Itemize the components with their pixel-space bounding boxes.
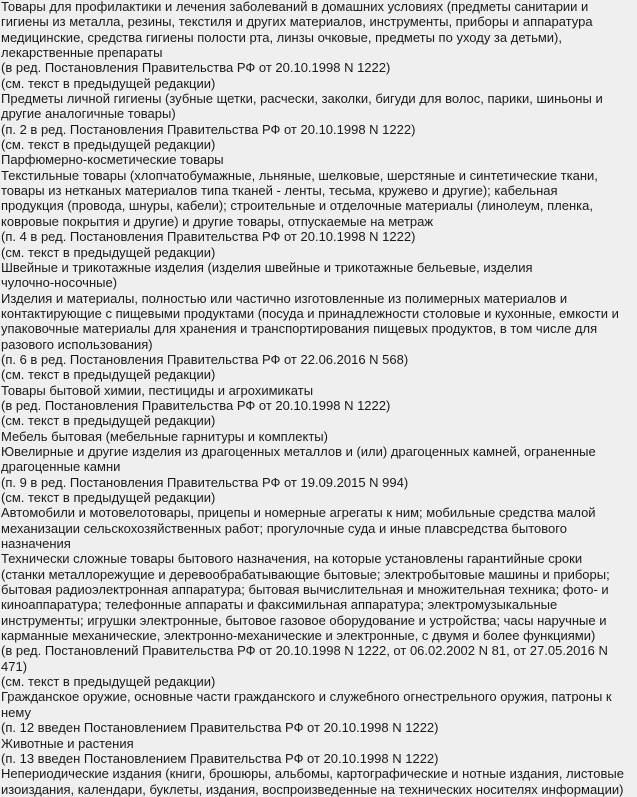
edition-note: (п. 6 в ред. Постановления Правительства РФ от 22.06.2016 N 568) [1,351,409,367]
text-line: Изделия и материалы, полностью или частично изготовленные из полимерных материалов и [1,290,568,306]
text-line: чулочно-носочные) [1,275,118,291]
text-line: Ювелирные и другие изделия из драгоценных металлов и (или) драгоценных камней, ограненные [1,443,596,459]
previous-edition-link[interactable]: (см. текст в предыдущей редакции) [1,75,216,91]
text-line: Гражданское оружие, основные части гражданского и служебного огнестрельного оружия, патроны к [1,689,612,705]
text-line: медицинские, средства гигиены полости рта, линзы очковые, предметы по уходу за детьми), [1,29,562,45]
text-line: назначения [1,536,71,552]
previous-edition-link[interactable]: (см. текст в предыдущей редакции) [1,490,216,505]
text-line: Товары для профилактики и лечения заболеваний в домашних условиях (предметы санитарии и [1,0,589,14]
text-line: Парфюмерно-косметические товары [1,152,224,168]
text-line: инструменты; игрушки электронные, бытовое газовое оборудование и устройства; часы наручные и [1,612,607,628]
text-line: гигиены из металла, резины, текстиля и других материалов, инструменты, приборы и аппаратура [1,14,593,30]
text-line: Мебель бытовая (мебельные гарнитуры и комплекты) [1,428,328,444]
text-line: лекарственные препараты [1,45,163,61]
edition-note: (в ред. Постановления Правительства РФ от 20.10.1998 N 1222) [1,397,391,413]
previous-edition-link[interactable]: (см. текст в предыдущей редакции) [1,244,216,260]
text-line: Непериодические издания (книги, брошюры, альбомы, картографические и нотные издания, листовые [1,766,624,782]
text-line: (станки металлорежущие и деревообрабатывающие бытовые; электробытовые машины и приборы; [1,566,610,582]
text-line: ковровые покрытия и другие) и другие товары, отпускаемые на метраж [1,213,434,229]
text-line: карманные механические, электронно-механические и электронные, с двумя и более функциями) [1,628,596,644]
previous-edition-link[interactable]: (см. текст в предыдущей редакции) [1,674,216,690]
text-line: механизации сельскохозяйственных работ; прогулочные суда и иные плавсредства бытового [1,520,567,536]
text-line: Швейные и трикотажные изделия (изделия швейные и трикотажные бельевые, изделия [1,259,533,275]
text-line: Текстильные товары (хлопчатобумажные, льняные, шелковые, шерстяные и синтетические ткани, [1,167,598,183]
text-line: нему [1,704,31,720]
text-line: другие аналогичные товары) [1,106,176,122]
text-line: изоиздания, календари, буклеты, издания, воспроизведенные на технических носителях информации) [1,781,624,797]
edition-note: (п. 4 в ред. Постановления Правительства РФ от 20.10.1998 N 1222) [1,229,416,245]
text-line: киноаппаратура; телефонные аппараты и факсимильная аппаратура; электромузыкальные [1,597,558,613]
text-line: упаковочные материалы для хранения и транспортирования пищевых продуктов, в том числе для [1,321,598,337]
text-line: контактирующие с пищевыми продуктами (посуда и принадлежности столовые и кухонные, емкости и [1,305,619,321]
edition-note: (в ред. Постановлений Правительства РФ от 20.10.1998 N 1222, от 06.02.2002 N 81, от 27.05.2016 N [1,643,608,659]
edition-note: (п. 13 введен Постановлением Правительства РФ от 20.10.1998 N 1222) [1,750,439,766]
edition-note: (в ред. Постановления Правительства РФ от 20.10.1998 N 1222) [1,60,391,76]
edition-note: (п. 12 введен Постановлением Правительства РФ от 20.10.1998 N 1222) [1,720,439,736]
edition-note: (п. 2 в ред. Постановления Правительства РФ от 20.10.1998 N 1222) [1,121,416,137]
previous-edition-link[interactable]: (см. текст в предыдущей редакции) [1,413,216,429]
text-line: разового использования) [1,336,153,352]
text-line: Товары бытовой химии, пестициды и агрохимикаты [1,382,314,398]
previous-edition-link[interactable]: (см. текст в предыдущей редакции) [1,367,216,383]
edition-note: (п. 9 в ред. Постановления Правительства РФ от 19.09.2015 N 994) [1,474,409,490]
text-line: бытовая радиоэлектронная аппаратура; бытовая вычислительная и множительная техника; фото- и [1,582,609,598]
text-line: Животные и растения [1,735,134,751]
previous-edition-link[interactable]: (см. текст в предыдущей редакции) [1,137,216,153]
text-line: драгоценные камни [1,459,121,475]
text-line: Предметы личной гигиены (зубные щетки, расчески, заколки, бигуди для волос, парики, шиньоны и [1,91,603,107]
edition-note: 471) [1,658,28,674]
document-text [1,0,633,797]
text-line: товары из нетканых материалов типа тканей - ленты, тесьма, кружево и другие); кабельная [1,183,558,199]
text-line: Автомобили и мотовелотовары, прицепы и номерные агрегаты к ним; мобильные средства малой [1,505,596,521]
text-line: продукция (провода, шнуры, кабели); строительные и отделочные материалы (линолеум, пленка, [1,198,593,214]
text-line: Технически сложные товары бытового назначения, на которые установлены гарантийные сроки [1,551,583,567]
